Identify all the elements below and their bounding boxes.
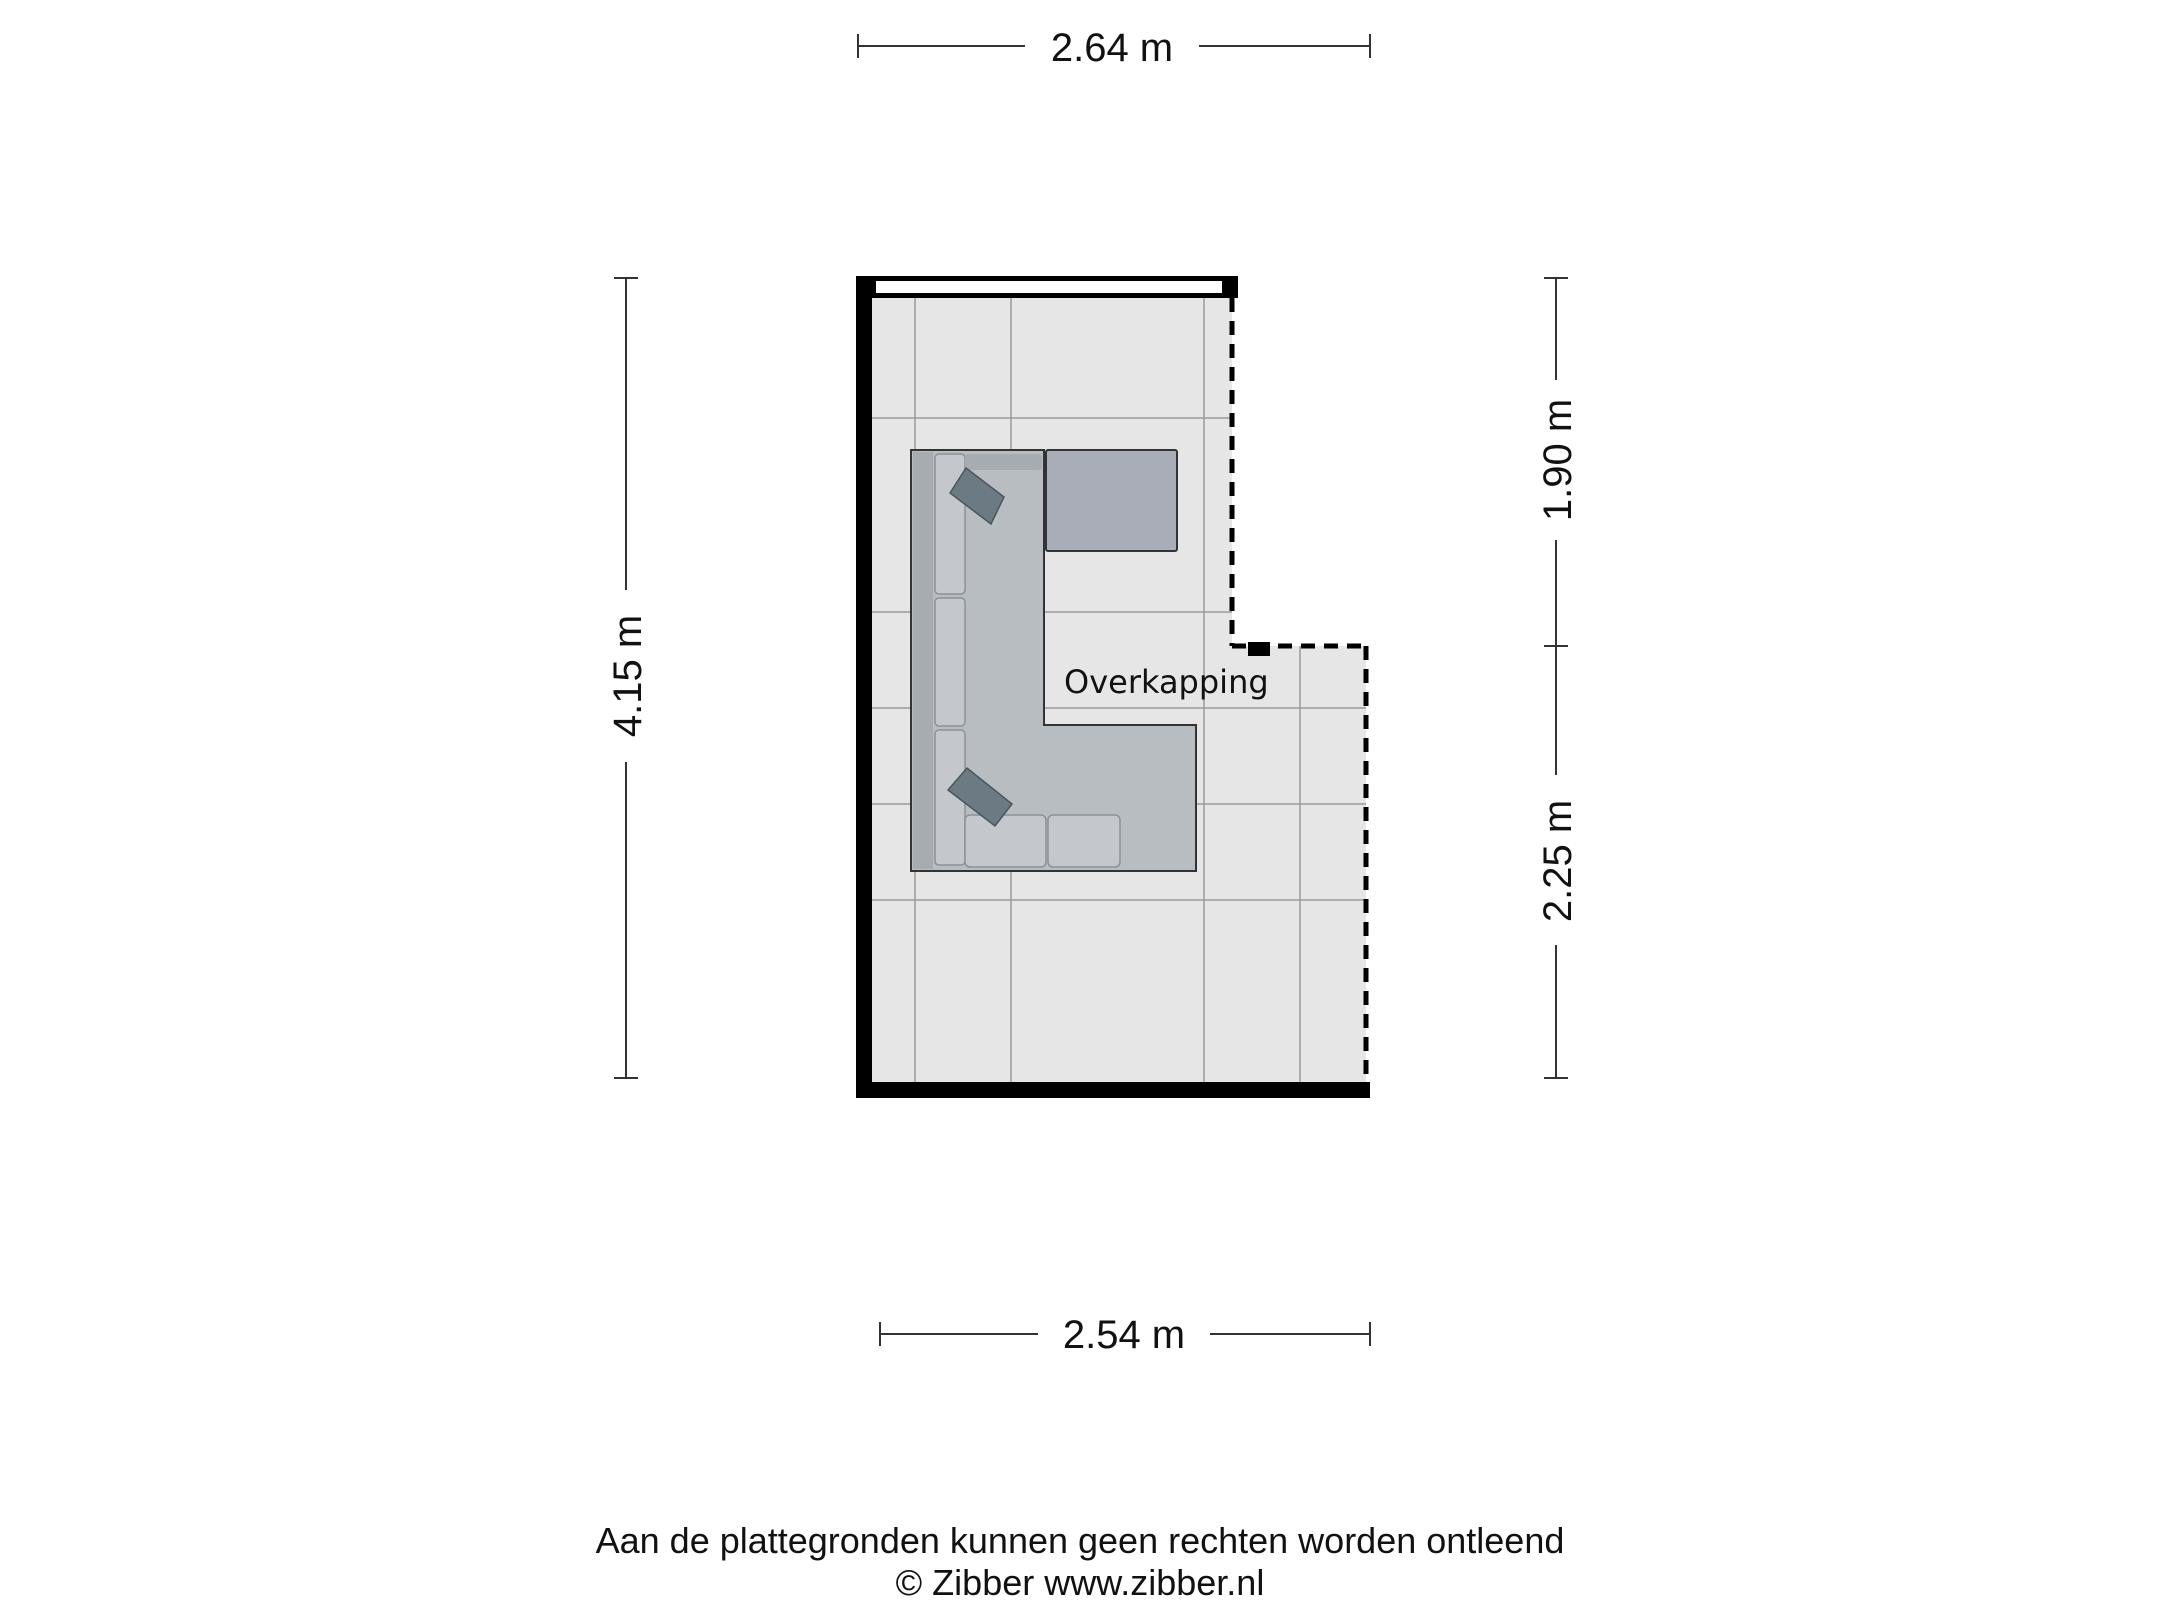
dimension-right-upper-label: 1.90 m (1536, 398, 1580, 522)
sofa-chaise (1044, 727, 1194, 813)
sofa-armrest-top (965, 454, 1042, 470)
sofa-cushion-4 (965, 815, 1046, 867)
wall-left (856, 276, 872, 1098)
sofa-cushion-1 (935, 454, 965, 594)
dimension-bottom-label: 2.54 m (1062, 1313, 1186, 1357)
footer-disclaimer: Aan de plattegronden kunnen geen rechten worden ontleend (595, 1520, 1565, 1561)
rug (1046, 450, 1177, 551)
room-label: Overkapping (1064, 663, 1269, 701)
footer-copyright: © Zibber www.zibber.nl (895, 1562, 1265, 1603)
dimension-right-lower-label: 2.25 m (1536, 799, 1580, 923)
wall-bottom (856, 1082, 1370, 1098)
sofa-cushion-5 (1048, 815, 1120, 867)
dimension-right (1544, 278, 1568, 1078)
sofa-cushion-2 (935, 598, 965, 726)
dimension-top-label: 2.64 m (1050, 26, 1174, 70)
dimension-left-label: 4.15 m (606, 614, 650, 738)
sofa-backrest (913, 452, 933, 869)
window-glass (876, 281, 1222, 293)
